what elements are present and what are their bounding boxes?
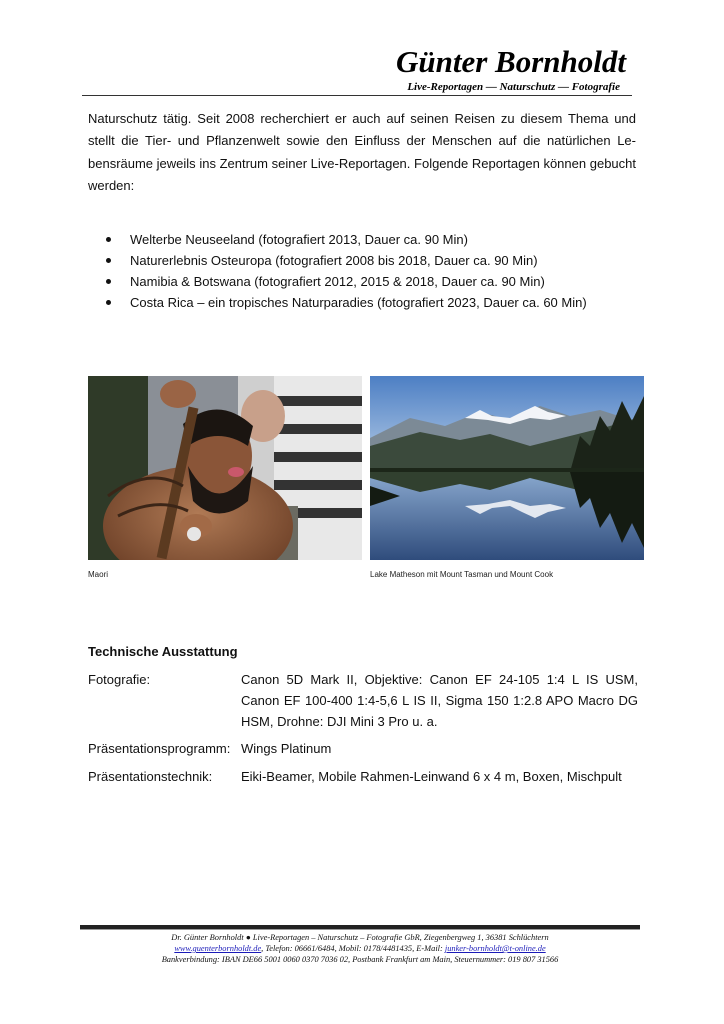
footer-contact	[80, 943, 640, 954]
tech-value: Canon 5D Mark II, Objektive: Canon EF 24-105 1:4 L IS USM, Canon EF 100-400 1:4-5,6 L IS II, Sigma 150 1:2.8 APO Macro DG HSM, Drohne: DJI Mini 3 Pro u. a.	[241, 672, 638, 729]
tech-value: Wings Platinum	[241, 741, 332, 756]
list-item-label: Costa Rica – ein tropisches Naturparadies (fotografiert 2023, Dauer ca. 60 Min)	[130, 295, 587, 310]
lake-matheson-caption: Lake Matheson mit Mount Tasman und Mount Cook	[370, 570, 554, 579]
bullet-icon	[106, 258, 111, 263]
bullet-icon	[106, 300, 111, 305]
tech-label: Fotografie:	[88, 672, 151, 687]
list-item-label: Welterbe Neuseeland (fotografiert 2013, Dauer ca. 90 Min)	[130, 232, 468, 247]
letterhead-subtitle: Live-Reportagen — Naturschutz — Fotografie	[407, 81, 620, 93]
footer-divider	[80, 925, 640, 930]
maori-photo	[88, 376, 362, 560]
email-link[interactable]: junker-bornholdt@t-online.de	[444, 944, 546, 953]
bullet-icon	[106, 237, 111, 242]
tech-row-praesentationstechnik	[88, 766, 638, 788]
footer-address: Dr. Günter Bornholdt ● Live-Reportagen – Naturschutz – Fotografie GbR, Ziegenbergweg 1, 36381 Schlüchtern	[171, 933, 549, 942]
intro-paragraph: Naturschutz tätig. Seit 2008 recherchiert er auch auf seinen Reisen zu diesem Thema und stellt die Tier- und Pflanzenwelt sowie den Einfluss der Menschen auf die natürlichen Lebensräume jeweils ins Zentrum seiner Live-Reportagen. Folgende Reportagen können gebucht werden:	[88, 111, 636, 194]
footer-phone: , Telefon: 06661/6484, Mobil: 0178/4481435, E-Mail:	[261, 944, 445, 953]
tech-section-title: Technische Ausstattung	[88, 644, 238, 659]
list-item	[106, 271, 587, 292]
tech-row-praesentationsprogramm	[88, 738, 638, 760]
reportagen-list	[106, 229, 587, 313]
list-item	[106, 250, 587, 271]
letterhead-divider	[82, 95, 632, 96]
tech-label: Präsentationstechnik:	[88, 769, 213, 784]
letterhead-name: Günter Bornholdt	[395, 44, 626, 79]
list-item	[106, 229, 587, 250]
tech-value: Eiki-Beamer, Mobile Rahmen-Leinwand 6 x 4 m, Boxen, Mischpult	[241, 769, 622, 784]
lake-matheson-photo	[370, 376, 644, 560]
list-item-label: Namibia & Botswana (fotografiert 2012, 2015 & 2018, Dauer ca. 90 Min)	[130, 274, 545, 289]
website-link[interactable]: www.guenterbornholdt.de	[174, 944, 262, 953]
footer	[80, 932, 640, 965]
maori-caption: Maori	[88, 570, 109, 579]
list-item	[106, 292, 587, 313]
tech-row-fotografie	[88, 669, 638, 732]
list-item-label: Naturerlebnis Osteuropa (fotografiert 2008 bis 2018, Dauer ca. 90 Min)	[130, 253, 538, 268]
tech-label: Präsentationsprogramm:	[88, 741, 231, 756]
bullet-icon	[106, 279, 111, 284]
letterhead	[0, 0, 724, 100]
footer-bank: Bankverbindung: IBAN DE66 5001 0060 0370 7036 02, Postbank Frankfurt am Main, Steuernummer: 019 807 31566	[161, 955, 559, 964]
